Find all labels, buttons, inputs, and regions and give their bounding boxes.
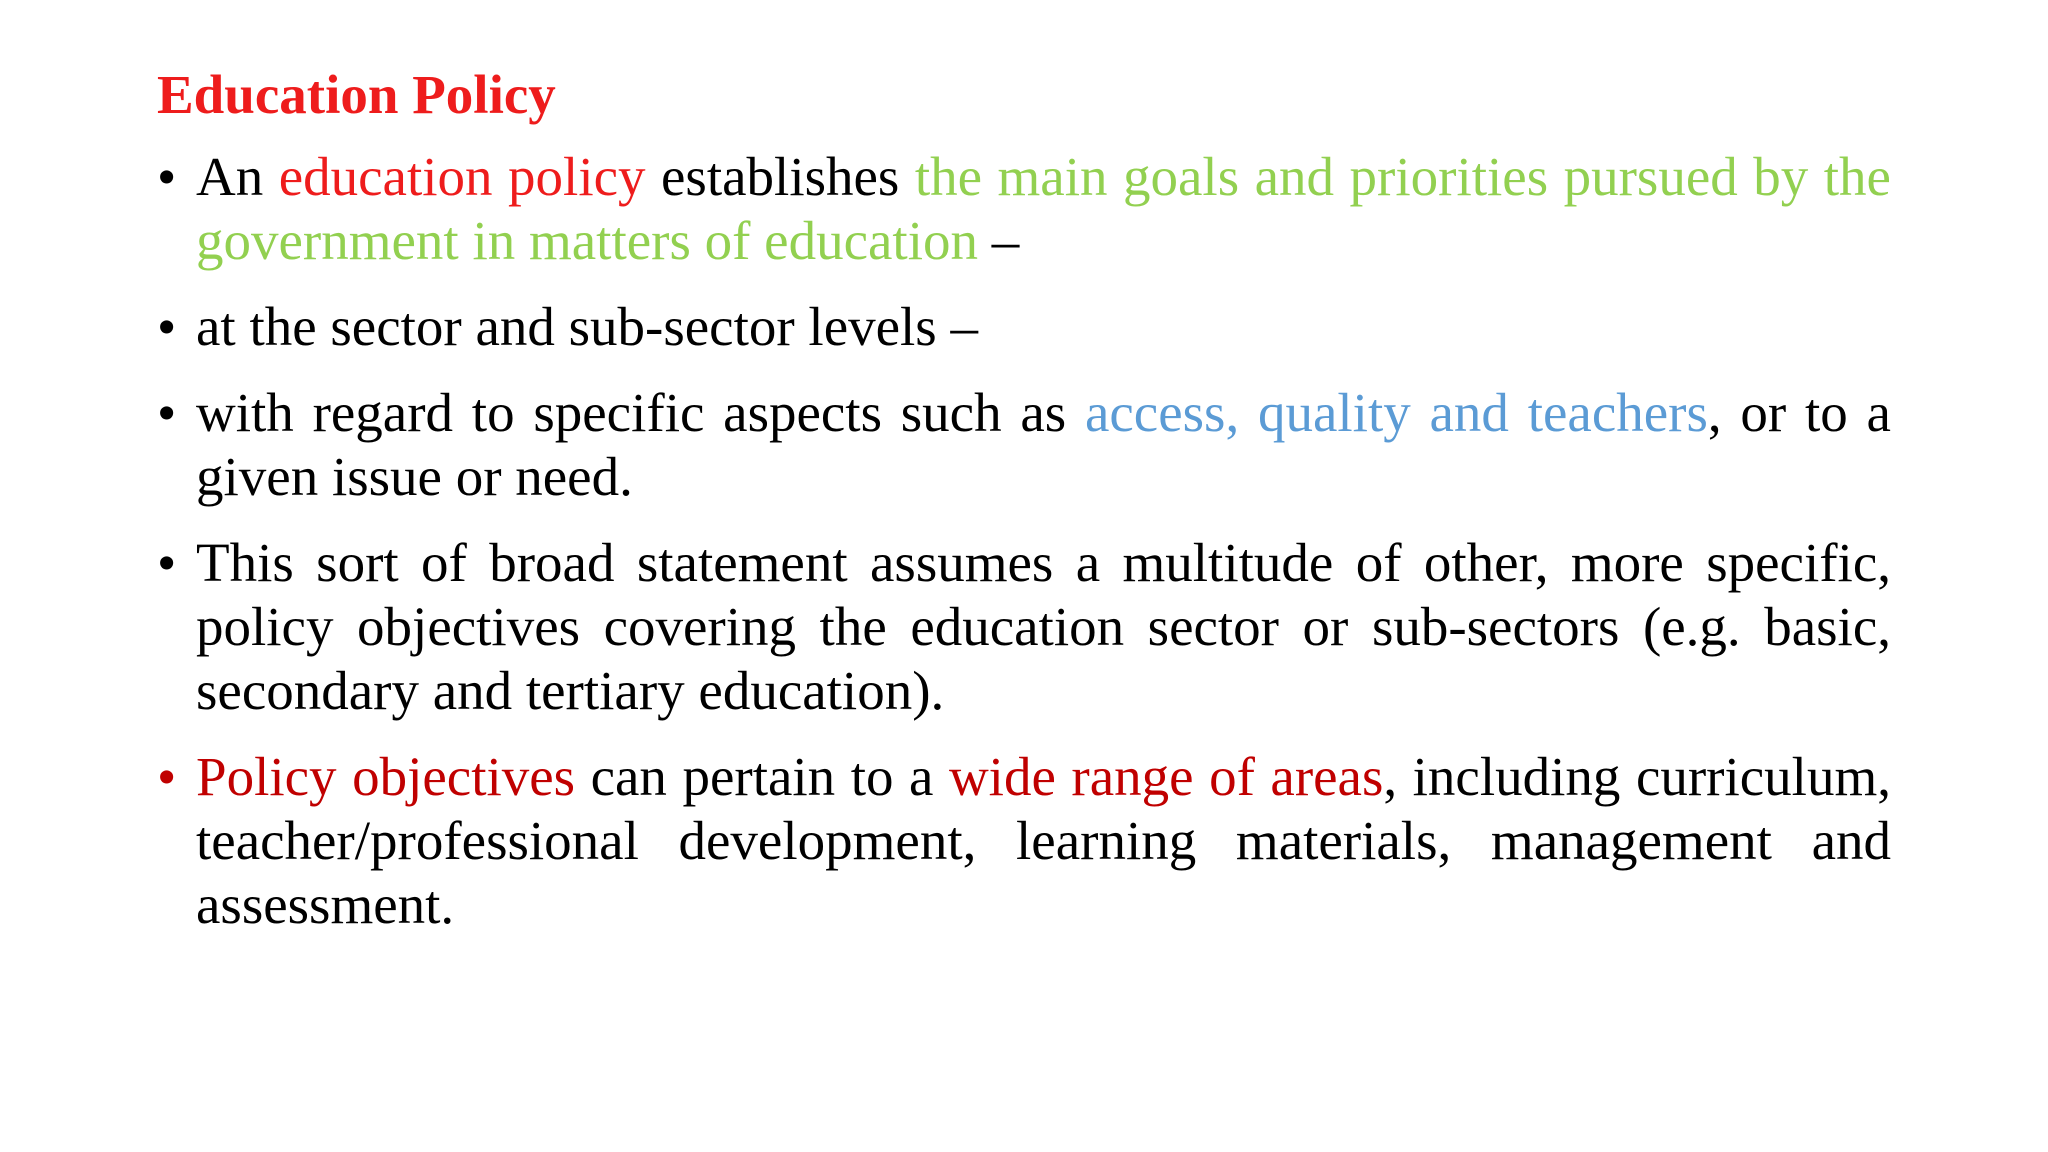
bullet-marker: • [157,746,177,807]
bullet-marker: • [157,382,177,443]
bullet-item [157,531,1905,723]
bullet-text-segment: with regard to specific aspects such as [196,382,1085,443]
bullet-item [157,295,1891,359]
bullet-list [157,145,1905,959]
bullet-text-segment: education policy [278,146,646,207]
bullet-text-segment: Policy objectives [196,746,576,807]
bullet-marker: • [157,296,177,357]
bullet-item [157,381,1905,509]
bullet-text-segment: wide range of areas [948,746,1384,807]
bullet-marker: • [157,532,177,593]
bullet-text-segment: access, quality and teachers [1084,382,1708,443]
bullet-text-segment: can pertain to a [575,746,949,807]
bullet-text-segment: at the sector and sub-sector levels – [196,296,978,357]
bullet-item [157,745,1905,937]
bullet-text-segment: – [977,210,1020,271]
bullet-text-segment: establishes [645,146,915,207]
bullet-text-segment: , including curriculum, teacher/professional development, learning materials, management and assessment. [196,746,1905,935]
bullet-text-segment: the main goals and priorities pursued by the government in matters of education [196,146,1905,271]
bullet-text-segment: This sort of broad statement assumes a multitude of other, more specific, policy objectives covering the education sector or sub-sectors (e.g. basic, secondary and tertiary education). [196,532,1905,721]
bullet-text-segment: An [196,146,279,207]
bullet-text-segment: , or to a given issue or need. [196,382,1905,507]
slide-title: Education Policy [157,64,556,125]
bullet-item [157,145,1905,273]
bullet-marker: • [157,146,177,207]
